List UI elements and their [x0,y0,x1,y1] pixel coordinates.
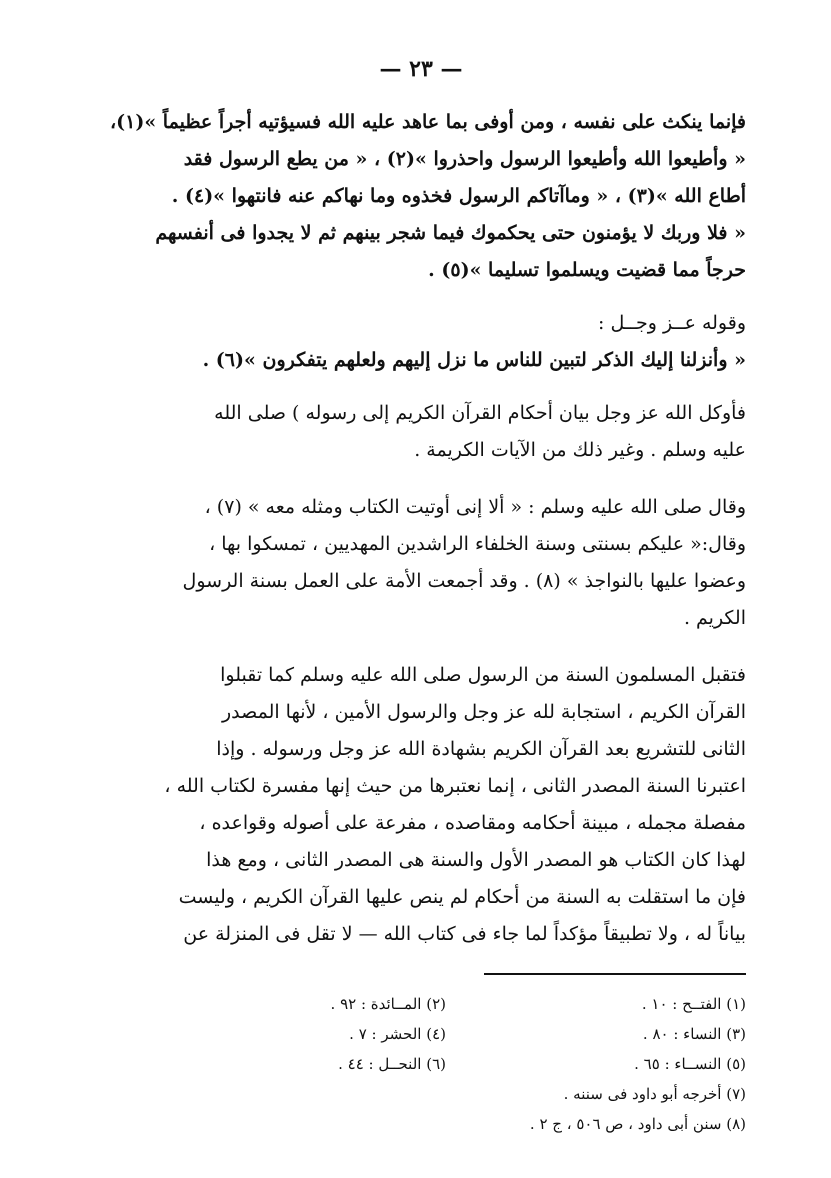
text-line: عليه وسلم . وغير ذلك من الآيات الكريمة . [414,439,746,461]
footnote-divider [484,973,746,975]
text-line: أطاع الله »(٣) ، « وماآتاكم الرسول فخذوه وما نهاكم عنه فانتهوا »(٤) . [171,185,746,207]
text-line: حرجاً مما قضيت ويسلموا تسليما »(٥) . [428,259,746,281]
text-line: وعضوا عليها بالنواجذ » (٨) . وقد أجمعت الأمة على العمل بسنة الرسول [182,570,746,592]
footnote-row [96,1049,746,1079]
paragraph-explanation [96,395,746,469]
footnote-row [96,989,746,1019]
text-line: « فلا وربك لا يؤمنون حتى يحكموك فيما شجر بينهم ثم لا يجدوا فى أنفسهم [155,222,746,244]
footnote-5: (٥) النســاء : ٦٥ . [634,1055,746,1073]
text-line: فأوكل الله عز وجل بيان أحكام القرآن الكريم إلى رسوله ) صلى الله [214,402,746,424]
text-line: القرآن الكريم ، استجابة لله عز وجل والرسول الأمين ، لأنها المصدر [221,701,746,723]
text-line: « وأطيعوا الله وأطيعوا الرسول واحذروا »(٢) ، « من يطع الرسول فقد [183,148,746,170]
footnote-8: (٨) سنن أبى داود ، ص ٥٠٦ ، ج ٢ . [529,1115,746,1133]
footnotes [96,989,746,1139]
text-line: بياناً له ، ولا تطبيقاً مؤكداً لما جاء فى كتاب الله — لا تقل فى المنزلة عن [183,923,746,945]
paragraph-hadith [96,489,746,637]
footnote-6: (٦) النحــل : ٤٤ . [338,1055,446,1073]
text-line: فتقبل المسلمون السنة من الرسول صلى الله عليه وسلم كما تقبلوا [220,664,746,686]
paragraph-quran-verses [96,104,746,289]
text-line: اعتبرنا السنة المصدر الثانى ، إنما نعتبرها من حيث إنها مفسرة لكتاب الله ، [164,775,746,797]
footnote-row [96,1019,746,1049]
footnote-row [96,1079,746,1109]
text-line: وقوله عــز وجــل : [598,312,746,334]
text-line: فإن ما استقلت به السنة من أحكام لم ينص عليها القرآن الكريم ، وليست [178,886,746,908]
page-number: — ٢٣ — [379,56,463,82]
paragraph-verse [96,342,746,379]
paragraph-intro [96,305,746,342]
text-line: وقال:« عليكم بسنتى وسنة الخلفاء الراشدين المهديين ، تمسكوا بها ، [209,533,746,555]
text-line: مفصلة مجمله ، مبينة أحكامه ومقاصده ، مفرعة على أصوله وقواعده ، [199,812,746,834]
document-page [96,56,746,1136]
footnote-7: (٧) أخرجه أبو داود فى سننه . [563,1085,746,1103]
footnote-2: (٢) المــائدة : ٩٢ . [330,995,446,1013]
footnote-4: (٤) الحشر : ٧ . [349,1025,446,1043]
text-line: وقال صلى الله عليه وسلم : « ألا إنى أوتيت الكتاب ومثله معه » (٧) ، [204,496,746,518]
text-line: فإنما ينكث على نفسه ، ومن أوفى بما عاهد عليه الله فسيؤتيه أجراً عظيماً »(١)، [109,111,746,133]
text-line: لهذا كان الكتاب هو المصدر الأول والسنة هى المصدر الثانى ، ومع هذا [206,849,746,871]
text-line: الكريم . [683,607,746,629]
paragraph-sunnah [96,657,746,953]
footnote-1: (١) الفتــح : ١٠ . [641,995,746,1013]
footnote-3: (٣) النساء : ٨٠ . [642,1025,746,1043]
text-line: « وأنزلنا إليك الذكر لتبين للناس ما نزل إليهم ولعلهم يتفكرون »(٦) . [202,349,746,371]
footnote-row [96,1109,746,1139]
text-line: الثانى للتشريع بعد القرآن الكريم بشهادة الله عز وجل ورسوله . وإذا [216,738,746,760]
